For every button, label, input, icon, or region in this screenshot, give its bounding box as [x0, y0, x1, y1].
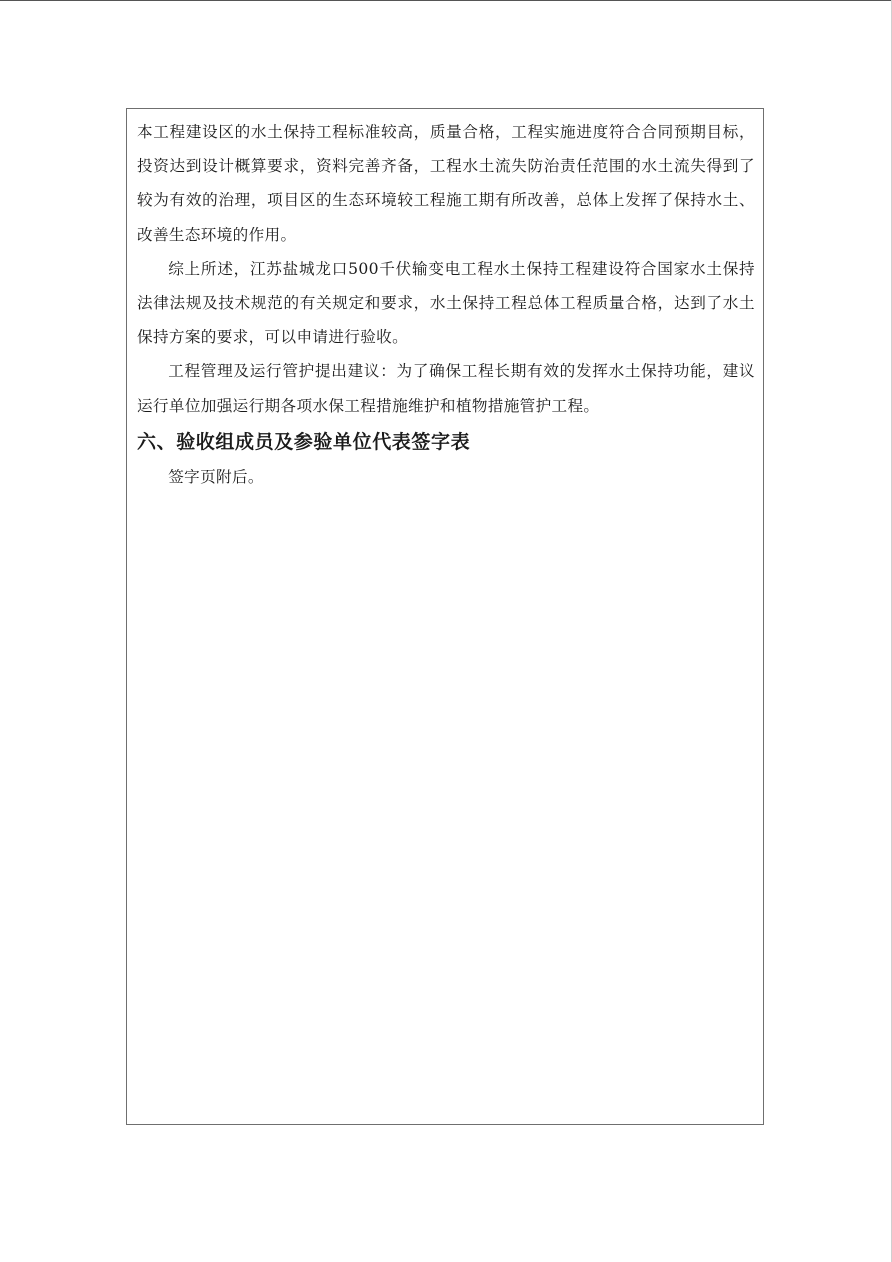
page-top-edge [0, 0, 892, 1]
signature-note: 签字页附后。 [168, 467, 264, 486]
summary-paragraph: 综上所述，江苏盐城龙口500千伏输变电工程水土保持工程建设符合国家水土保持法律法规及技术规范的有关规定和要求，水土保持工程总体工程质量合格，达到了水土保持方案的要求，可以申请进行验收。 [137, 259, 755, 347]
document-body [137, 115, 755, 494]
recommendation-paragraph: 工程管理及运行管护提出建议：为了确保工程长期有效的发挥水土保持功能，建议运行单位加强运行期各项水保工程措施维护和植物措施管护工程。 [137, 362, 755, 415]
section-six-heading: 六、验收组成员及参验单位代表签字表 [137, 430, 471, 453]
content-frame [126, 108, 764, 1125]
conclusion-paragraph: 本工程建设区的水土保持工程标准较高，质量合格，工程实施进度符合合同预期目标，投资达到设计概算要求，资料完善齐备，工程水土流失防治责任范围的水土流失得到了较为有效的治理，项目区的生态环境较工程施工期有所改善，总体上发挥了保持水土、改善生态环境的作用。 [137, 123, 755, 244]
